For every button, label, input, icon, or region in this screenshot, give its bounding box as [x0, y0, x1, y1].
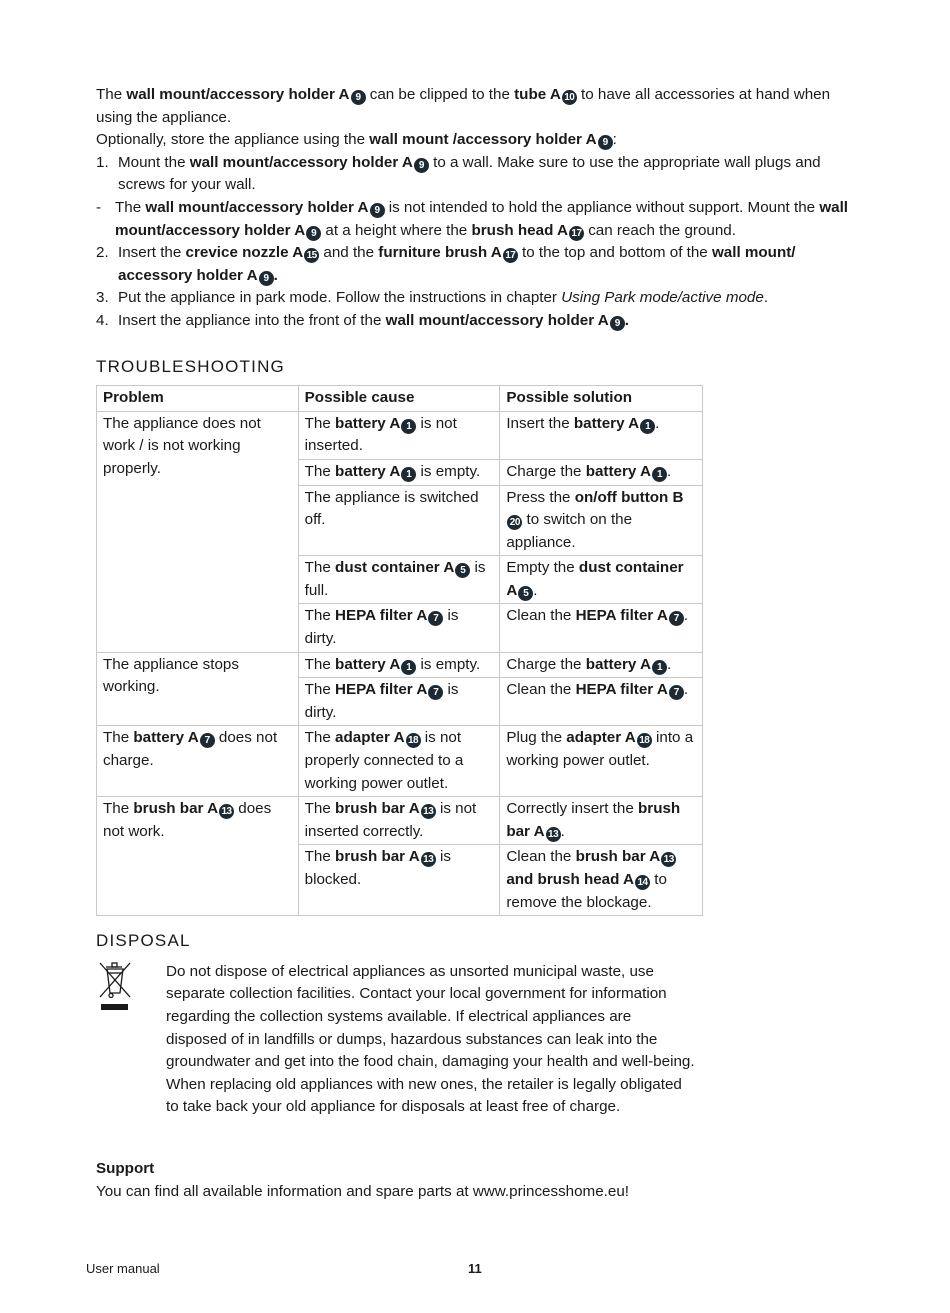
text-run-content: The: [304, 655, 336, 673]
text-run: [533, 582, 537, 599]
text-run: [416, 463, 480, 480]
problem-cell: [97, 797, 299, 916]
text-run-content: Correctly insert the: [506, 800, 638, 818]
reference-number-badge: 10: [562, 90, 577, 105]
text-run-content: is dirty.: [304, 607, 459, 648]
text-run-content: The: [304, 729, 336, 747]
text-run: [305, 800, 335, 817]
text-run-content: The: [304, 607, 336, 625]
text-run: [584, 222, 736, 239]
step-text: [118, 289, 768, 306]
text-run-content: The: [96, 86, 127, 103]
cause-cell: [298, 604, 500, 652]
text-run-content: wall mount/accessory holder A: [189, 153, 413, 171]
support-title: Support: [96, 1159, 155, 1177]
solution-cell: [500, 604, 703, 652]
step-item: [96, 287, 856, 310]
text-run: [506, 729, 566, 746]
text-run-content: .: [273, 266, 278, 284]
reference-number-badge: 9: [598, 135, 613, 150]
text-run-content: is blocked.: [304, 848, 451, 888]
text-run-content: Clean the: [506, 681, 576, 699]
text-run-content: wall mount/accessory holder A: [115, 198, 849, 239]
reference-number-badge: 9: [370, 203, 385, 218]
cause-cell: [298, 726, 500, 797]
text-run-content: is not intended to hold the appliance without support. Mount the: [384, 198, 820, 216]
support-section: [96, 1158, 856, 1203]
component-reference: [126, 86, 365, 103]
component-reference: [566, 729, 652, 746]
text-run-content: Clean the: [506, 607, 576, 625]
text-run-content: Insert the: [118, 244, 186, 262]
text-run-content: battery A: [335, 462, 401, 480]
text-run-content: The: [115, 198, 146, 216]
table-row: [97, 411, 703, 459]
text-run-content: .: [560, 822, 565, 840]
text-run: [305, 463, 335, 480]
text-run: [684, 681, 688, 698]
manual-page: [96, 84, 856, 1203]
component-reference: [133, 729, 214, 746]
text-run-content: Clean the: [506, 848, 576, 866]
text-run-content: The: [103, 800, 134, 818]
text-run-content: HEPA filter A: [575, 607, 668, 625]
text-run-content: into a working power outlet.: [506, 729, 694, 770]
reference-number-badge: 13: [421, 804, 436, 819]
text-run: [319, 244, 378, 261]
text-run-content: brush bar A: [335, 848, 420, 866]
reference-number-badge: 1: [401, 467, 416, 482]
solution-cell: [500, 726, 703, 797]
solution-cell: [500, 678, 703, 726]
text-run-content: .: [655, 414, 660, 432]
text-run-content: The: [304, 559, 336, 577]
intro-paragraph-2: [96, 129, 856, 152]
solution-cell: [500, 556, 703, 604]
problem-cell: [97, 652, 299, 726]
footer-label: User manual: [86, 1261, 160, 1276]
text-run: [667, 463, 671, 480]
text-run: [625, 312, 629, 329]
text-run: [118, 289, 561, 306]
component-reference: [335, 656, 416, 673]
reference-number-badge: 18: [406, 733, 421, 748]
text-run-content: adapter A: [335, 729, 405, 747]
step-text: [118, 154, 821, 194]
reference-number-badge: 5: [455, 563, 470, 578]
reference-number-badge: 14: [635, 875, 650, 890]
text-run-content: and the: [319, 244, 379, 262]
text-run-content: Optionally, store the appliance using the: [96, 131, 370, 149]
step-number: -: [96, 198, 102, 216]
component-reference: [335, 607, 443, 624]
text-run: [613, 131, 617, 148]
problem-cell: [97, 726, 299, 797]
text-run: [115, 199, 145, 216]
component-reference: [576, 681, 684, 698]
text-run-content: The: [103, 729, 134, 747]
text-run: [305, 681, 335, 698]
text-run-content: Press the: [506, 488, 575, 506]
text-run: [103, 656, 239, 696]
text-run: [506, 848, 575, 865]
component-reference: [335, 729, 421, 746]
component-reference: [576, 848, 677, 865]
reference-number-badge: 17: [569, 226, 584, 241]
text-run-content: The: [304, 848, 336, 866]
text-run-content: .: [624, 311, 629, 329]
text-run-content: is dirty.: [304, 681, 459, 721]
troubleshooting-heading: TROUBLESHOOTING: [96, 356, 285, 376]
text-run: [305, 729, 335, 746]
table-row: [97, 652, 703, 678]
step-number: 4.: [96, 311, 109, 329]
text-run-content: wall mount/ accessory holder A: [118, 244, 796, 284]
text-run-content: Plug the: [506, 729, 567, 747]
text-run: [118, 244, 186, 261]
component-reference: [335, 463, 416, 480]
text-run-content: wall mount/accessory holder A: [126, 86, 350, 103]
component-reference: [586, 656, 667, 673]
text-run: [385, 199, 820, 216]
step-text: [115, 199, 848, 239]
text-run-content: HEPA filter A: [335, 681, 428, 699]
text-run-content: battery A: [335, 414, 401, 432]
disposal-text: Do not dispose of electrical appliances as unsorted municipal waste, use separate collection facilities. Contact your local government for information regarding the collection systems available. If electrical appliances are disposed of in landfills or dumps, hazardous substances can leak into the groundwater and get into the food chain, damaging your health and well-being. When replacing old appliances with new ones, the retailer is legally obligated to take back your old appliance for disposals at least free of charge.: [166, 962, 695, 1116]
component-reference: [335, 559, 470, 576]
text-run: [506, 415, 574, 432]
reference-number-badge: 13: [421, 852, 436, 867]
cause-cell: [298, 459, 500, 485]
text-run-content: .: [666, 655, 672, 673]
text-run: [118, 154, 190, 171]
solution-cell: [500, 459, 703, 485]
text-run: [561, 289, 764, 306]
text-run-content: :: [612, 131, 617, 149]
step-text: [118, 312, 629, 329]
text-run-content: .: [683, 607, 689, 625]
text-run-content: HEPA filter A: [335, 607, 428, 625]
problem-cell: [97, 411, 299, 652]
text-run-content: HEPA filter A: [575, 681, 668, 699]
disposal-section: [96, 961, 856, 1119]
text-run: [305, 489, 479, 529]
reference-number-badge: 9: [414, 158, 429, 173]
reference-number-badge: 5: [518, 586, 533, 601]
text-run-content: battery A: [573, 414, 640, 432]
text-run-content: crevice nozzle A: [185, 244, 304, 262]
component-reference: [471, 222, 583, 239]
reference-number-badge: 13: [661, 852, 676, 867]
text-run-content: The: [304, 681, 336, 699]
text-run-content: furniture brush A: [378, 244, 502, 262]
text-run: [667, 656, 671, 673]
component-reference: [335, 848, 436, 865]
text-run-content: is not properly connected to a working power outlet.: [304, 729, 464, 792]
cause-cell: [298, 485, 500, 556]
component-reference: [335, 681, 443, 698]
text-run: [506, 681, 575, 698]
solution-cell: [500, 411, 703, 459]
text-run: [506, 559, 579, 576]
text-run-content: Charge the: [506, 655, 586, 673]
component-reference: [190, 154, 429, 171]
reference-number-badge: 9: [610, 316, 625, 331]
reference-number-badge: 7: [428, 685, 443, 700]
text-run-content: The appliance does not work / is not working properly.: [103, 414, 261, 477]
step-number: 2.: [96, 244, 109, 262]
text-run-content: dust container A: [506, 559, 684, 599]
text-run: [96, 86, 126, 103]
reference-number-badge: 1: [401, 660, 416, 675]
component-reference: [186, 244, 320, 261]
text-run-content: Mount the: [118, 153, 190, 171]
page-number: 11: [468, 1261, 482, 1276]
text-run-content: .: [533, 581, 538, 599]
reference-number-badge: 7: [428, 611, 443, 626]
text-run: [561, 823, 565, 840]
text-run-content: adapter A: [566, 729, 636, 747]
component-reference: [335, 800, 436, 817]
weee-crossed-bin-icon: [96, 961, 166, 1119]
text-run: [103, 800, 133, 817]
cause-cell: [298, 652, 500, 678]
reference-number-badge: 15: [304, 248, 319, 263]
text-run: [103, 415, 261, 477]
text-run-content: to switch on the appliance.: [506, 511, 633, 551]
text-run-content: on/off button B: [574, 488, 684, 506]
text-run-content: is not inserted.: [304, 414, 457, 455]
component-reference: [378, 244, 517, 261]
reference-number-badge: 7: [200, 733, 215, 748]
text-run-content: brush bar A: [335, 800, 420, 818]
text-run-content: .: [666, 462, 672, 480]
header-possible-cause: Possible cause: [298, 386, 500, 412]
text-run: [506, 463, 585, 480]
reference-number-badge: 1: [401, 419, 416, 434]
text-run-content: battery A: [133, 729, 199, 747]
text-run-content: brush bar A: [575, 848, 661, 866]
text-run-content: does not work.: [103, 800, 272, 840]
text-run-content: .: [763, 289, 769, 307]
text-run: [684, 607, 688, 624]
text-run-content: The appliance stops working.: [103, 655, 239, 696]
cause-cell: [298, 411, 500, 459]
table-row: [97, 797, 703, 845]
reference-number-badge: 18: [637, 733, 652, 748]
text-run: [366, 86, 515, 103]
component-reference: [145, 199, 384, 216]
text-run: [103, 729, 133, 746]
text-run-content: The: [304, 800, 336, 818]
text-run: [305, 848, 335, 865]
text-run-content: to remove the blockage.: [506, 871, 667, 911]
step-item: [96, 152, 856, 197]
text-run-content: Insert the: [506, 414, 574, 432]
solution-cell: [500, 652, 703, 678]
step-item: [96, 310, 856, 333]
text-run-content: battery A: [585, 462, 651, 480]
component-reference: [133, 800, 234, 817]
text-run-content: wall mount/accessory holder A: [145, 198, 369, 216]
text-run-content: Empty the: [506, 559, 579, 577]
text-run: [506, 489, 574, 506]
text-run-content: The appliance is switched off.: [304, 488, 479, 529]
table-row: [97, 726, 703, 797]
component-reference: [386, 312, 625, 329]
reference-number-badge: 1: [652, 660, 667, 675]
reference-number-badge: 1: [652, 467, 667, 482]
step-number: 1.: [96, 153, 109, 171]
text-run: [321, 222, 471, 239]
reference-number-badge: 7: [669, 611, 684, 626]
solution-cell: [500, 845, 703, 916]
disposal-heading: DISPOSAL: [96, 931, 191, 951]
text-run: [305, 559, 335, 576]
solution-cell: [500, 485, 703, 556]
text-run: [506, 607, 575, 624]
support-text: You can find all available information and spare parts at www.princesshome.eu!: [96, 1182, 629, 1200]
cause-cell: [298, 797, 500, 845]
text-run-content: dust container A: [335, 559, 455, 577]
text-run-content: wall mount/accessory holder A: [385, 311, 609, 329]
text-run: [506, 800, 638, 817]
text-run-content: is full.: [304, 559, 486, 599]
text-run-content: at a height where the: [321, 221, 472, 239]
text-run-content: .: [683, 681, 689, 699]
text-run: [655, 415, 659, 432]
text-run-content: and brush head A: [506, 871, 635, 888]
reference-number-badge: 1: [640, 419, 655, 434]
component-reference: [369, 131, 612, 148]
text-run-content: The: [304, 414, 336, 432]
text-run-content: battery A: [335, 655, 401, 673]
text-run-content: brush bar A: [133, 800, 219, 818]
component-reference: [574, 415, 655, 432]
header-problem: Problem: [97, 386, 299, 412]
text-run: [305, 607, 335, 624]
header-possible-solution: Possible solution: [500, 386, 703, 412]
table-header-row: [97, 386, 703, 412]
text-run-content: to a wall. Make sure to use the appropriate wall plugs and screws for your wall.: [118, 153, 821, 194]
component-reference: [514, 86, 577, 103]
component-reference: [335, 415, 416, 432]
text-run-content: Charge the: [506, 462, 586, 480]
component-reference: [576, 607, 684, 624]
reference-number-badge: 20: [507, 515, 522, 530]
reference-number-badge: 9: [306, 226, 321, 241]
step-item: [96, 242, 856, 287]
text-run-content: can be clipped to the: [365, 86, 515, 103]
text-run: [518, 244, 712, 261]
text-run: [506, 656, 585, 673]
troubleshooting-table: [96, 385, 703, 916]
text-run-content: is empty.: [416, 655, 481, 673]
step-number: 3.: [96, 289, 109, 307]
text-run: [416, 656, 480, 673]
reference-number-badge: 9: [351, 90, 366, 105]
reference-number-badge: 17: [503, 248, 518, 263]
mounting-steps-list: [96, 152, 856, 333]
text-run-content: battery A: [585, 655, 651, 673]
text-run: [274, 267, 278, 284]
text-run-content: brush head A: [471, 221, 568, 239]
text-run-content: Put the appliance in park mode. Follow the instructions in chapter: [118, 289, 562, 307]
text-run-content: brush bar A: [506, 800, 681, 840]
text-run-content: is not inserted correctly.: [304, 800, 477, 840]
text-run-content: to the top and bottom of the: [517, 244, 712, 262]
cause-cell: [298, 556, 500, 604]
reference-number-badge: 13: [219, 804, 234, 819]
text-run-content: wall mount /accessory holder A: [369, 131, 597, 149]
intro-paragraph-1: [96, 84, 856, 129]
text-run: [118, 312, 386, 329]
solution-cell: [500, 797, 703, 845]
text-run-content: to have all accessories at hand when using the appliance.: [96, 86, 831, 126]
component-reference: [506, 871, 650, 888]
text-run-content: Insert the appliance into the front of the: [118, 311, 386, 329]
text-run: [305, 415, 335, 432]
text-run: [764, 289, 768, 306]
reference-number-badge: 13: [546, 827, 561, 842]
text-run-content: is empty.: [416, 462, 481, 480]
note-item: [96, 197, 856, 242]
step-text: [118, 244, 796, 284]
cause-cell: [298, 845, 500, 916]
text-run-content: The: [304, 462, 336, 480]
cause-cell: [298, 678, 500, 726]
reference-number-badge: 9: [259, 271, 274, 286]
text-run-content: tube A: [514, 86, 561, 103]
component-reference: [586, 463, 667, 480]
text-run-content: Using Park mode/active mode: [561, 289, 764, 307]
reference-number-badge: 7: [669, 685, 684, 700]
text-run-content: can reach the ground.: [583, 221, 736, 239]
text-run-content: does not charge.: [103, 729, 278, 770]
text-run: [96, 131, 369, 148]
text-run: [305, 656, 335, 673]
text-run: [506, 511, 632, 551]
